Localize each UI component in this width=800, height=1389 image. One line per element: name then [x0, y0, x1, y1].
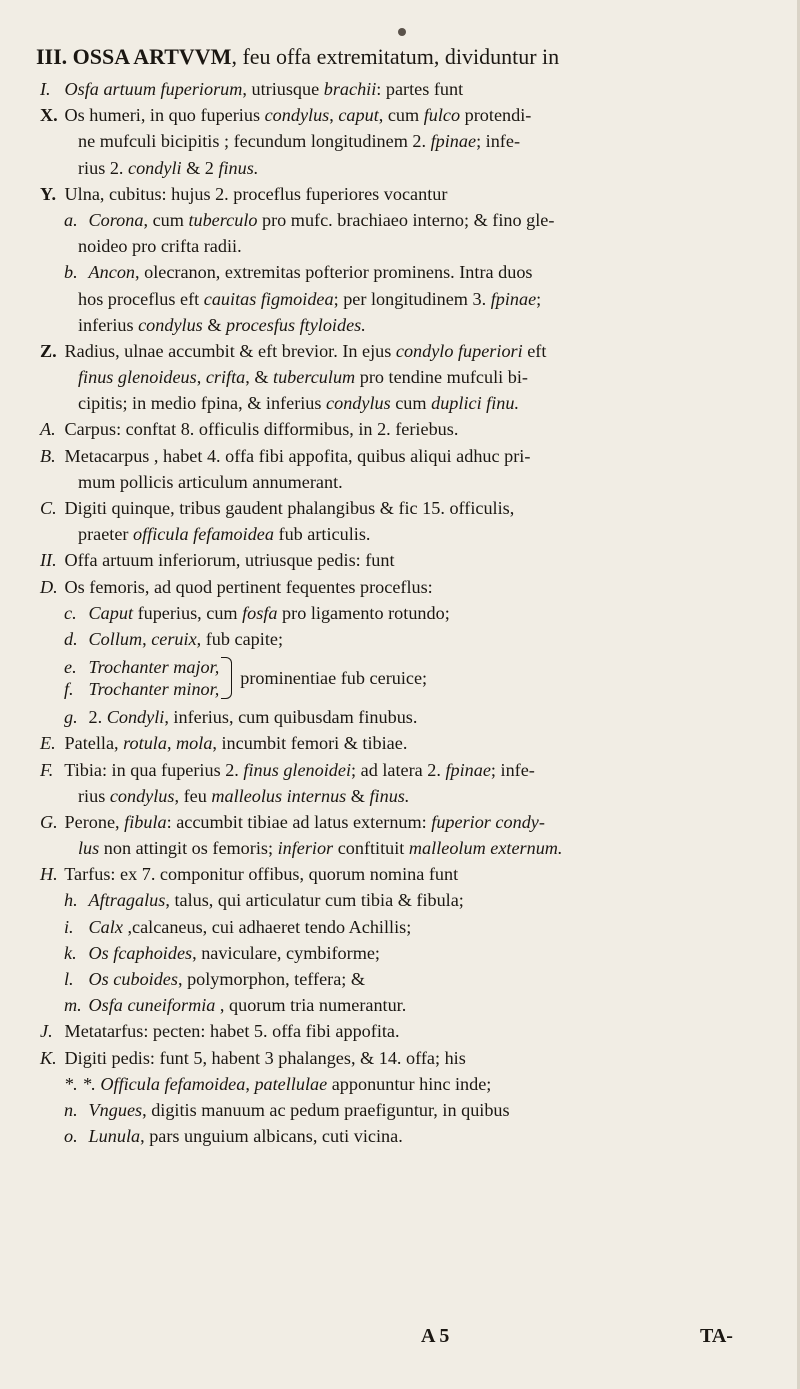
line-text: &	[346, 785, 370, 806]
text-line	[40, 312, 780, 338]
line-italic: tuberculo	[188, 209, 258, 230]
text-line	[40, 809, 780, 835]
text-line	[40, 887, 780, 913]
text-line	[40, 416, 780, 442]
text-line	[40, 181, 780, 207]
line-italic: crifta	[205, 367, 246, 388]
text-line	[40, 574, 780, 600]
line-text: non attingit os femoris;	[99, 838, 278, 859]
text-line	[40, 730, 780, 756]
line-text: fub articulis.	[273, 524, 371, 545]
line-text: ; infe-	[476, 131, 520, 152]
line-marker: a.	[64, 209, 78, 230]
line-text: , &	[245, 367, 274, 388]
line-text: pro tendine mufculi bi-	[355, 367, 528, 388]
line-text: Tibia: in qua fuperius 2.	[64, 759, 244, 780]
line-text: Digiti quinque, tribus gaudent phalangibus & fic 15. officulis,	[64, 498, 515, 518]
line-text: inferius	[78, 314, 139, 335]
line-text: fuperius, cum	[133, 602, 243, 623]
line-text: ; ad latera 2.	[351, 759, 446, 780]
heading-rest: , feu offa extremitatum, dividuntur in	[231, 44, 560, 69]
line-marker: o.	[64, 1126, 78, 1147]
brace-text: prominentiae fub ceruice;	[240, 668, 428, 689]
line-text: apponuntur hinc inde;	[327, 1073, 492, 1094]
line-text: Ulna, cubitus: hujus 2. proceflus fuperiores vocantur	[64, 183, 448, 204]
line-italic: Os cuboides	[88, 969, 178, 989]
line-italic: finus.	[369, 785, 410, 806]
text-body	[40, 76, 780, 1149]
text-line	[40, 992, 780, 1018]
line-text: , cum	[378, 105, 424, 126]
text-line	[40, 1097, 780, 1123]
line-text: hos proceflus eft	[78, 288, 204, 309]
line-italic: finus glenoidei	[243, 759, 352, 780]
line-text: Patella,	[64, 733, 124, 754]
line-marker: D.	[40, 576, 58, 597]
line-text: ,	[196, 367, 206, 388]
line-marker: h.	[64, 890, 78, 911]
line-text: , feu	[174, 785, 212, 806]
line-italic: rotula	[123, 733, 167, 754]
line-italic: condylo fuperiori	[395, 340, 523, 361]
text-line	[40, 704, 780, 730]
line-italic: fpinae	[445, 759, 491, 780]
line-italic: tuberculum	[273, 367, 356, 388]
text-line	[40, 233, 780, 259]
line-italic: Collum	[88, 628, 143, 649]
line-marker: B.	[40, 445, 56, 466]
line-italic: condylus	[326, 393, 391, 414]
ink-dot	[398, 28, 406, 36]
line-italic: caput	[338, 105, 379, 126]
line-text: Os femoris, ad quod pertinent fequentes proceflus:	[64, 576, 433, 597]
text-line	[40, 495, 780, 521]
text-line	[40, 155, 780, 181]
line-italic: duplici finu.	[431, 393, 520, 414]
line-marker: Z.	[40, 340, 57, 361]
line-text: Digiti pedis: funt 5, habent 3 phalanges, & 14. offa; his	[64, 1047, 466, 1068]
line-text: , quorum tria numerantur.	[215, 995, 407, 1016]
line-marker: l.	[64, 969, 74, 989]
line-text: , pars unguium albicans, cuti vicina.	[140, 1126, 403, 1147]
line-italic: procesfus ftyloides.	[226, 314, 366, 335]
line-text: Trochanter minor,	[88, 679, 220, 700]
line-marker: K.	[40, 1047, 57, 1068]
line-marker: C.	[40, 498, 57, 518]
line-italic: malleolus internus	[211, 785, 347, 806]
text-line	[40, 783, 780, 809]
brace-items	[64, 656, 219, 700]
line-italic: condylus	[138, 314, 203, 335]
line-text: ; infe-	[490, 759, 535, 780]
line-text: ,	[245, 1073, 255, 1094]
text-line	[40, 443, 780, 469]
line-italic: Osfa artuum fuperiorum	[64, 79, 243, 99]
line-italic: fpinae	[490, 288, 537, 309]
line-text: ne mufculi bicipitis ; fecundum longitudinem 2.	[78, 131, 431, 152]
line-italic: Os fcaphoides	[88, 942, 193, 963]
line-marker: A.	[40, 419, 56, 440]
text-line	[40, 207, 780, 233]
text-line	[40, 1071, 780, 1097]
line-text: : accumbit tibiae ad latus externum:	[166, 811, 432, 832]
line-text: ; per longitudinem 3.	[333, 288, 491, 309]
line-text: , fub capite;	[196, 628, 284, 649]
page-signature: A 5	[421, 1325, 450, 1347]
line-italic: ceruix	[151, 628, 197, 649]
line-text: ;	[536, 288, 542, 309]
line-text: , polymorphon, teffera; &	[177, 969, 366, 989]
text-line	[40, 338, 780, 364]
line-text: , incumbit femori & tibiae.	[212, 733, 408, 754]
line-text: Trochanter major,	[88, 657, 220, 678]
line-marker: F.	[40, 759, 54, 780]
text-line	[40, 390, 780, 416]
text-line	[40, 259, 780, 285]
line-text: & 2	[181, 157, 219, 178]
line-text: eft	[522, 340, 547, 361]
text-line	[40, 914, 780, 940]
line-marker: k.	[64, 942, 77, 963]
text-line	[40, 600, 780, 626]
line-italic: Caput	[88, 602, 134, 623]
line-text: : partes funt	[376, 79, 464, 99]
text-line	[40, 626, 780, 652]
line-italic: Officula fefamoidea	[100, 1073, 246, 1094]
text-line	[40, 1123, 780, 1149]
line-text: Carpus: conftat 8. officulis difformibus, in 2. feriebus.	[64, 419, 459, 440]
line-marker: d.	[64, 628, 78, 649]
line-marker: *. *.	[64, 1073, 96, 1094]
line-text: mum pollicis articulum annumerant.	[78, 471, 343, 492]
line-text: , naviculare, cymbiforme;	[192, 942, 380, 963]
line-text: cipitis; in medio fpina, & inferius	[78, 393, 327, 414]
line-marker: G.	[40, 811, 58, 832]
line-text: Radius, ulnae accumbit & eft brevior. In ejus	[64, 340, 396, 361]
line-italic: brachii	[323, 79, 377, 99]
line-italic: Aftragalus	[88, 890, 166, 911]
line-text: protendi-	[460, 105, 532, 126]
brace-mark	[221, 657, 232, 699]
text-line	[40, 76, 780, 102]
brace-item	[64, 656, 219, 678]
line-text: Offa artuum inferiorum, utriusque pedis: funt	[64, 550, 395, 571]
line-text: conftituit	[333, 838, 409, 859]
line-marker: II.	[40, 550, 57, 571]
text-line	[40, 940, 780, 966]
line-italic: condyli	[128, 157, 182, 178]
line-marker: g.	[64, 707, 78, 728]
line-marker: J.	[40, 1021, 53, 1042]
line-marker: n.	[64, 1099, 78, 1120]
line-italic: officula fefamoidea	[133, 524, 274, 545]
line-italic: Vngues	[88, 1099, 143, 1120]
heading-lead: III. OSSA ARTVVM	[36, 44, 232, 69]
line-italic: Condyli	[106, 707, 165, 728]
line-text: , utriusque	[242, 79, 324, 99]
brace-group	[64, 656, 427, 700]
line-marker: Y.	[40, 183, 57, 204]
text-line	[40, 469, 780, 495]
line-text: ,	[142, 628, 152, 649]
text-line	[40, 966, 780, 992]
text-line	[40, 861, 780, 887]
line-italic: Corona	[88, 209, 144, 230]
line-text: Os humeri, in quo fuperius	[64, 105, 265, 126]
text-line	[40, 128, 780, 154]
line-marker: e.	[64, 657, 77, 678]
line-text: noideo pro crifta radii.	[78, 236, 242, 257]
line-italic: Calx	[88, 916, 123, 937]
line-text: , cum	[143, 209, 189, 230]
line-italic: Osfa cuneiformia	[88, 995, 216, 1016]
text-line	[40, 102, 780, 128]
line-italic: patellulae	[254, 1073, 328, 1094]
line-italic: fosfa	[242, 602, 278, 623]
line-italic: Lunula	[88, 1126, 141, 1147]
line-italic: malleolum externum.	[408, 838, 563, 859]
text-line	[40, 364, 780, 390]
line-text: cum	[390, 393, 432, 414]
line-italic: fuperior condy-	[431, 811, 545, 832]
line-text: rius 2.	[78, 157, 129, 178]
line-marker: I.	[40, 79, 51, 99]
line-text: pro ligamento rotundo;	[277, 602, 450, 623]
line-italic: fulco	[423, 105, 461, 126]
text-line	[40, 286, 780, 312]
line-italic: lus	[78, 838, 100, 859]
line-italic: fpinae	[430, 131, 477, 152]
line-marker: f.	[64, 679, 74, 700]
line-text: Perone,	[64, 811, 125, 832]
line-italic: finus.	[218, 157, 259, 178]
line-italic: Ancon	[88, 262, 136, 283]
line-text: pro mufc. brachiaeo interno; & fino gle-	[257, 209, 555, 230]
text-line	[40, 757, 780, 783]
text-line-braced	[40, 652, 780, 704]
line-italic: condylus	[109, 785, 175, 806]
line-text: 2.	[88, 707, 107, 728]
line-text: Metacarpus , habet 4. offa fibi appofita, quibus aliqui adhuc pri-	[64, 445, 531, 466]
line-text: , olecranon, extremitas pofterior prominens. Intra duos	[135, 262, 533, 283]
text-line	[40, 1018, 780, 1044]
line-marker: H.	[40, 864, 58, 885]
line-marker: c.	[64, 602, 77, 623]
text-line	[40, 1045, 780, 1071]
line-text: , talus, qui articulatur cum tibia & fibula;	[165, 890, 464, 911]
line-marker: b.	[64, 262, 78, 283]
text-line	[40, 835, 780, 861]
text-line	[40, 547, 780, 573]
line-italic: fibula	[124, 811, 167, 832]
catchword: TA-	[700, 1325, 733, 1347]
line-text: praeter	[78, 524, 134, 545]
line-text: , inferius, cum quibusdam finubus.	[164, 707, 418, 728]
line-marker: i.	[64, 916, 74, 937]
line-italic: cauitas figmoidea	[203, 288, 334, 309]
line-italic: finus glenoideus	[78, 367, 197, 388]
line-italic: inferior	[277, 838, 334, 859]
line-text: rius	[78, 785, 110, 806]
line-text: Metatarfus: pecten: habet 5. offa fibi appofita.	[64, 1021, 400, 1042]
line-marker: E.	[40, 733, 56, 754]
line-italic: condylus	[264, 105, 330, 126]
line-text: , digitis manuum ac pedum praefiguntur, in quibus	[142, 1099, 510, 1120]
line-text: ,	[329, 105, 339, 126]
text-line	[40, 521, 780, 547]
line-text: &	[202, 314, 227, 335]
line-text: Tarfus: ex 7. componitur offibus, quorum nomina funt	[64, 864, 459, 885]
line-italic: mola	[176, 733, 213, 754]
line-text: ,	[166, 733, 177, 754]
line-marker: m.	[64, 995, 82, 1016]
section-heading	[36, 42, 776, 72]
brace-item	[64, 678, 219, 700]
line-text: ,calcaneus, cui adhaeret tendo Achillis;	[122, 916, 412, 937]
line-marker: X.	[40, 105, 58, 126]
